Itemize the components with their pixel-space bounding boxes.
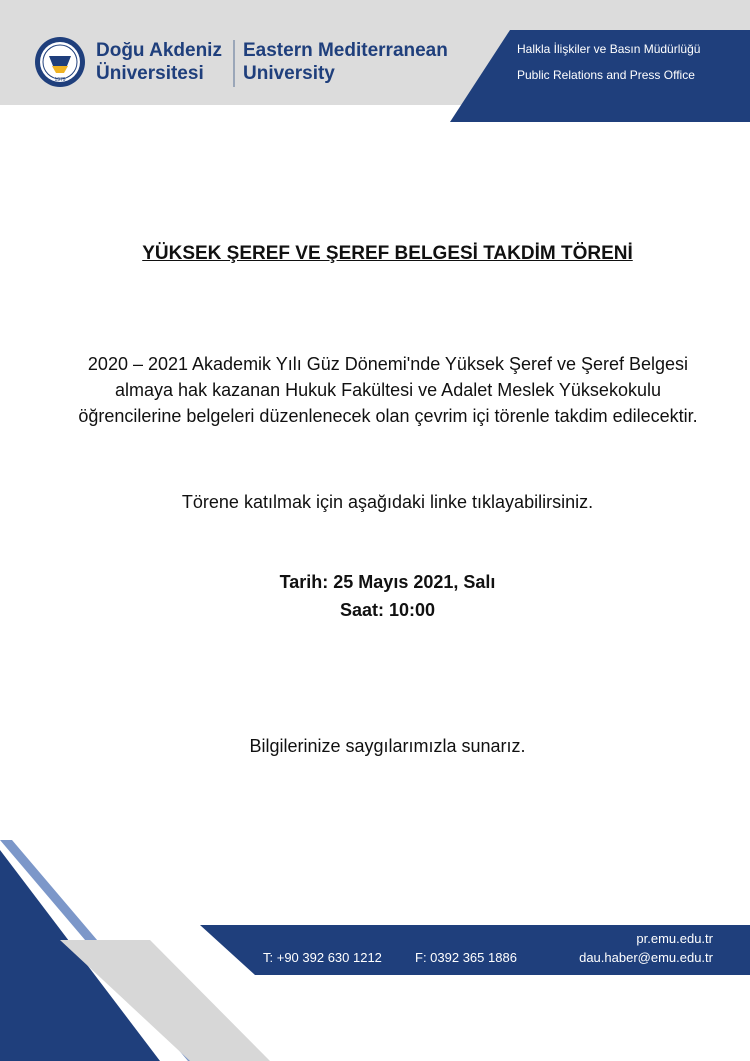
office-name-en: Public Relations and Press Office [517,68,695,82]
event-time: Saat: 10:00 [339,600,436,620]
footer-phone: T: +90 392 630 1212 [263,950,382,965]
event-date: Tarih: 25 Mayıs 2021, Salı [279,572,496,592]
link-instruction: Törene katılmak için aşağıdaki linke tıklayabilirsiniz. [181,492,594,512]
footer-email: dau.haber@emu.edu.tr [579,950,713,965]
brand-name-tr-line1: Doğu Akdeniz [96,40,222,61]
logo-year: 1979 [54,77,66,83]
footer-website: pr.emu.edu.tr [636,931,713,946]
closing-line: Bilgilerinize saygılarımızla sunarız. [249,736,526,756]
brand-divider [233,40,235,87]
university-seal-icon [34,36,86,88]
office-name-tr: Halkla İlişkiler ve Basın Müdürlüğü [517,42,701,56]
document-title: YÜKSEK ŞEREF VE ŞEREF BELGESİ TAKDİM TÖRENİ [142,243,633,264]
footer-fax: F: 0392 365 1886 [415,950,517,965]
brand-name-en-line2: University [243,63,335,84]
brand-name-tr-line2: Üniversitesi [96,63,204,84]
announcement-paragraph: 2020 – 2021 Akademik Yılı Güz Dönemi'nde Yüksek Şeref ve Şeref Belgesi almaya hak kazanan Hukuk Fakültesi ve Adalet Meslek Yüksekokulu öğrencilerine belgeleri düzenlenecek olan çevrim içi törenle takdim edilecektir. [78,354,698,426]
brand-name-en-line1: Eastern Mediterranean [243,40,448,61]
